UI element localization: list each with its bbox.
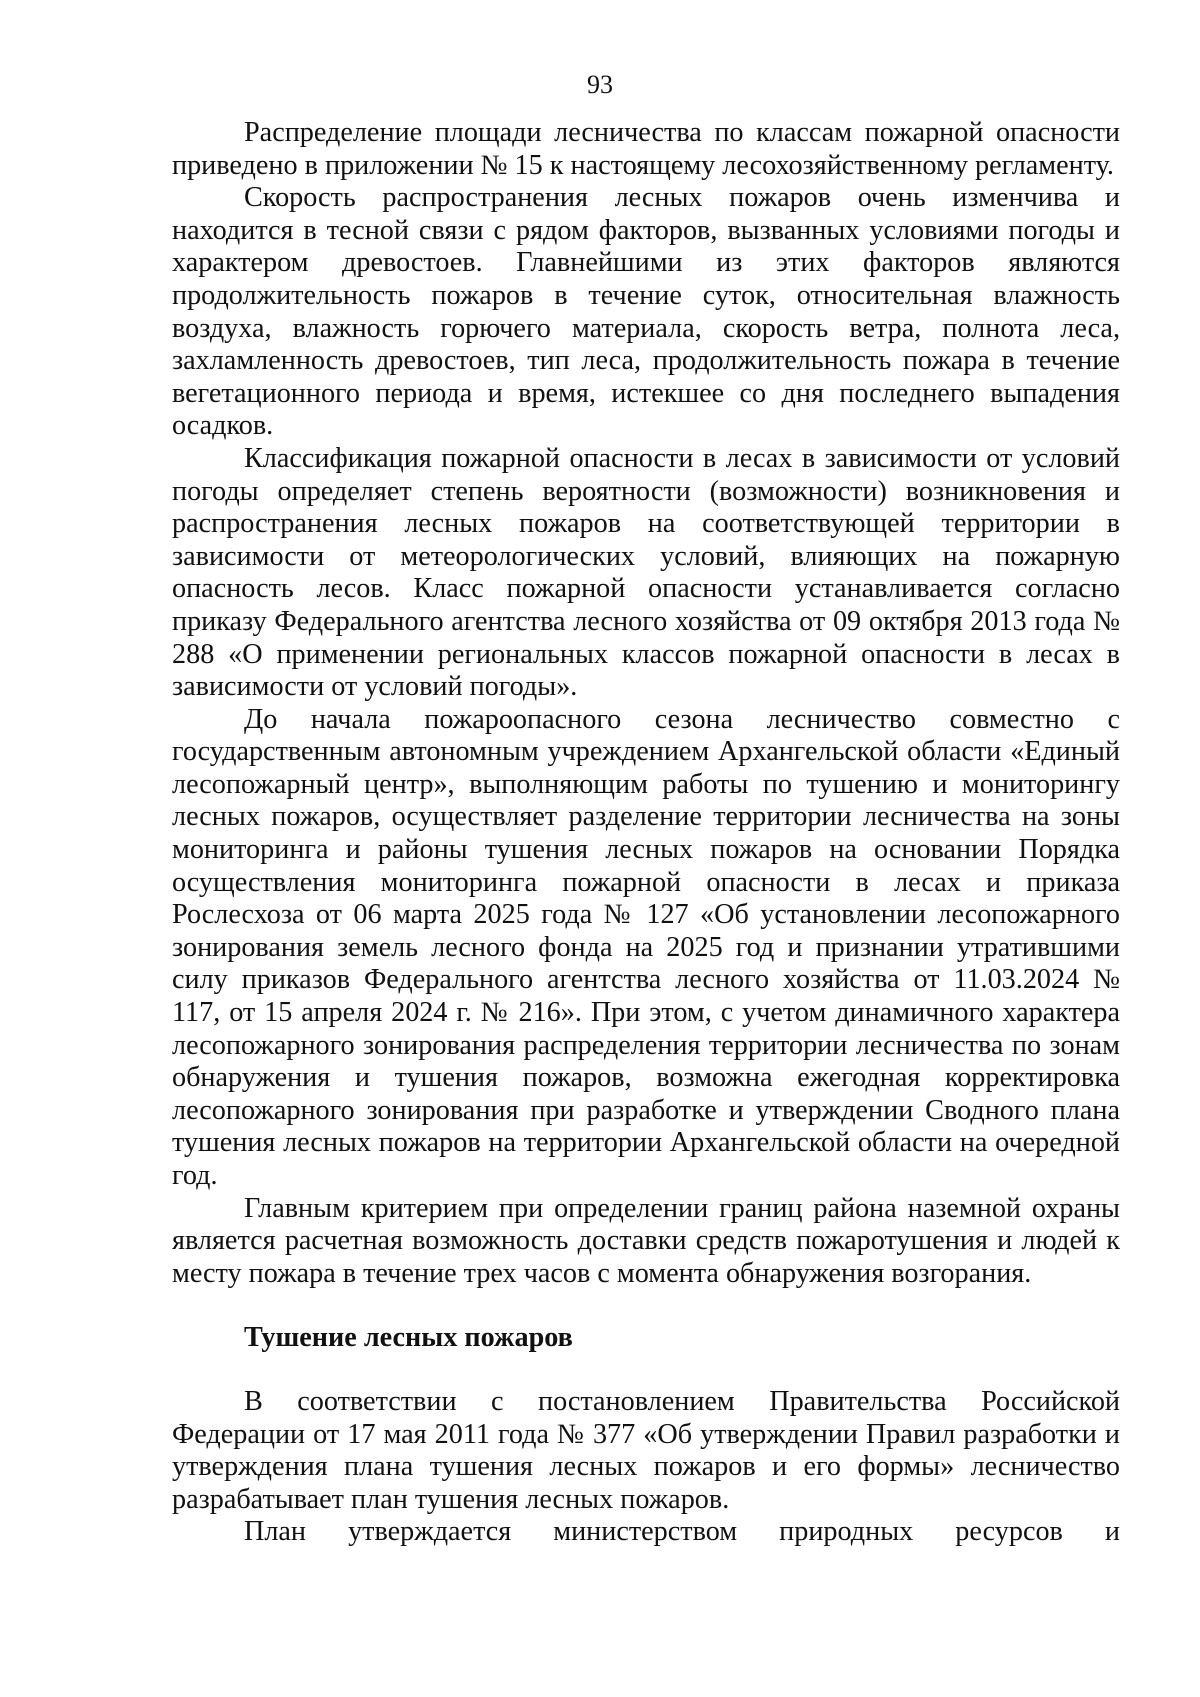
- page-number: 93: [587, 70, 613, 99]
- document-body: [172, 117, 1120, 1549]
- paragraph-fire-plan: В соответствии с постановлением Правительства Российской Федерации от 17 мая 2011 года № 377 «Об утверждении Правил разработки и утверждения плана тушения лесных пожаров и его формы» лесничество разрабатывает план тушения лесных пожаров.: [172, 1385, 1120, 1515]
- section-heading: Тушение лесных пожаров: [244, 1322, 573, 1354]
- paragraph-protection-criterion: Главным критерием при определении границ района наземной охраны является расчетная возможность доставки средств пожаротушения и людей к месту пожара в течение трех часов с момента обнаружения возгорания.: [172, 1192, 1120, 1289]
- paragraph-fire-class-distribution: Распределение площади лесничества по классам пожарной опасности приведено в приложении № 15 к настоящему лесохозяйственному регламенту.: [172, 117, 1120, 181]
- paragraph-fire-spread-factors: Скорость распространения лесных пожаров очень изменчива и находится в тесной связи с рядом факторов, вызванных условиями погоды и характером древостоев. Главнейшими из этих факторов являются продолжительность пожаров в течение суток, относительная влажность воздуха, влажность горючего материала, скорость ветра, полнота леса, захламленность древостоев, тип леса, продолжительность пожара в течение вегетационного периода и время, истекшее со дня последнего выпадения осадков.: [172, 182, 1120, 442]
- paragraph-plan-approval: План утверждается министерством природных ресурсов и: [244, 1516, 1120, 1548]
- paragraph-fire-danger-classification: Классификация пожарной опасности в лесах в зависимости от условий погоды определяет степень вероятности (возможности) возникновения и распространения лесных пожаров на соответствующей территории в зависимости от метеорологических условий, влияющих на пожарную опасность лесов. Класс пожарной опасности устанавливается согласно приказу Федерального агентства лесного хозяйства от 09 октября 2013 года № 288 «О применении региональных классов пожарной опасности в лесах в зависимости от условий погоды».: [172, 442, 1120, 703]
- paragraph-fire-zoning: До начала пожароопасного сезона лесничество совместно с государственным автономным учреждением Архангельской области «Единый лесопожарный центр», выполняющим работы по тушению и мониторингу лесных пожаров, осуществляет разделение территории лесничества на зоны мониторинга и районы тушения лесных пожаров на основании Порядка осуществления мониторинга пожарной опасности в лесах и приказа Рослесхоза от 06 марта 2025 года № 127 «Об установлении лесопожарного зонирования земель лесного фонда на 2025 год и признании утратившими силу приказов Федерального агентства лесного хозяйства от 11.03.2024 № 117, от 15 апреля 2024 г. № 216». При этом, с учетом динамичного характера лесопожарного зонирования распределения территории лесничества по зонам обнаружения и тушения пожаров, возможна ежегодная корректировка лесопожарного зонирования при разработке и утверждении Сводного плана тушения лесных пожаров на территории Архангельской области на очередной год.: [172, 703, 1120, 1191]
